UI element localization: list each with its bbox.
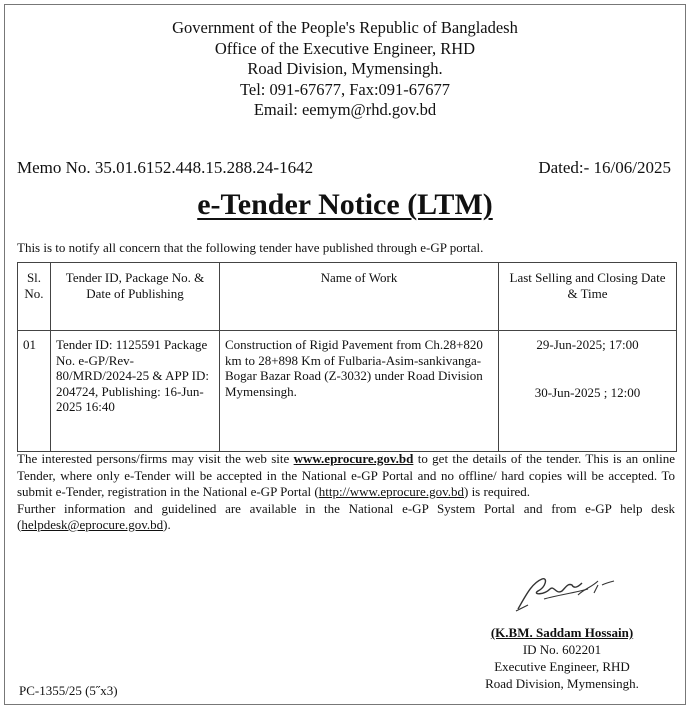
body-paragraph-2: Further information and guidelined are available in the National e-GP System Portal and from e-GP help desk (helpdesk@eprocure.gov.bd). xyxy=(17,500,675,532)
selling-date: 29-Jun-2025; 17:00 xyxy=(536,337,639,352)
eprocure-link[interactable]: www.eprocure.gov.bd xyxy=(293,451,414,466)
intro-text: This is to notify all concern that the following tender have published through e-GP portal. xyxy=(17,240,484,255)
signatory-designation: Executive Engineer, RHD xyxy=(494,659,630,674)
signatory-office: Road Division, Mymensingh. xyxy=(485,676,639,691)
closing-date: 30-Jun-2025 ; 12:00 xyxy=(534,384,641,400)
notice-title xyxy=(5,188,685,222)
helpdesk-email-link[interactable]: helpdesk@eprocure.gov.bd xyxy=(21,517,164,532)
table-row xyxy=(18,331,677,452)
header-tender: Tender ID, Package No. & Date of Publishing xyxy=(51,263,220,331)
letterhead xyxy=(5,18,685,121)
publication-code: PC-1355/25 (5˝x3) xyxy=(19,683,118,698)
signatory-id: ID No. 602201 xyxy=(522,642,602,657)
cell-sl: 01 xyxy=(18,331,51,452)
cell-tender-info: Tender ID: 1125591 Package No. e-GP/Rev-80/MRD/2024-25 & APP ID: 204724, Publishing: 16-Jun-2025 16:40 xyxy=(51,331,220,452)
body-paragraph-1: The interested persons/firms may visit the web site www.eprocure.gov.bd to get the details of the tender. This is an online Tender, where only e-Tender will be accepted in the National e-GP Portal and no offline/ hard copies will be accepted. To submit e-Tender, registration in the National e-GP Portal (http://www.eprocure.gov.bd) is required. xyxy=(17,451,675,499)
header-sl: Sl. No. xyxy=(18,263,51,331)
tender-table xyxy=(17,262,677,452)
memo-number: Memo No. 35.01.6152.448.15.288.24-1642 xyxy=(17,158,314,177)
memo-date: Dated:- 16/06/2025 xyxy=(538,158,671,177)
signatory-block xyxy=(457,624,667,692)
letterhead-line-office: Office of the Executive Engineer, RHD xyxy=(214,38,476,58)
letterhead-line-government: Government of the People's Republic of Bangladesh xyxy=(172,18,518,37)
handwritten-signature xyxy=(508,565,623,615)
cell-work-name: Construction of Rigid Pavement from Ch.28+820 km to 28+898 Km of Fulbaria-Asim-sankivanga-Bogar Bazar Road (Z-3032) under Road Division Mymensingh. xyxy=(220,331,499,452)
letterhead-line-email: Email: eemym@rhd.gov.bd xyxy=(253,100,437,119)
letterhead-line-phone: Tel: 091-67677, Fax:091-67677 xyxy=(239,79,451,99)
eprocure-url-link[interactable]: http://www.eprocure.gov.bd xyxy=(318,484,464,499)
body-text xyxy=(17,451,675,534)
cell-dates xyxy=(499,331,677,452)
notice-title-text: e-Tender Notice (LTM) xyxy=(197,188,493,221)
table-header-row xyxy=(18,263,677,331)
header-work: Name of Work xyxy=(220,263,499,331)
memo-row xyxy=(17,158,671,178)
notice-page xyxy=(4,4,686,705)
header-dates: Last Selling and Closing Date & Time xyxy=(499,263,677,331)
letterhead-line-division: Road Division, Mymensingh. xyxy=(247,59,443,78)
signatory-name: (K.BM. Saddam Hossain) xyxy=(490,625,634,640)
